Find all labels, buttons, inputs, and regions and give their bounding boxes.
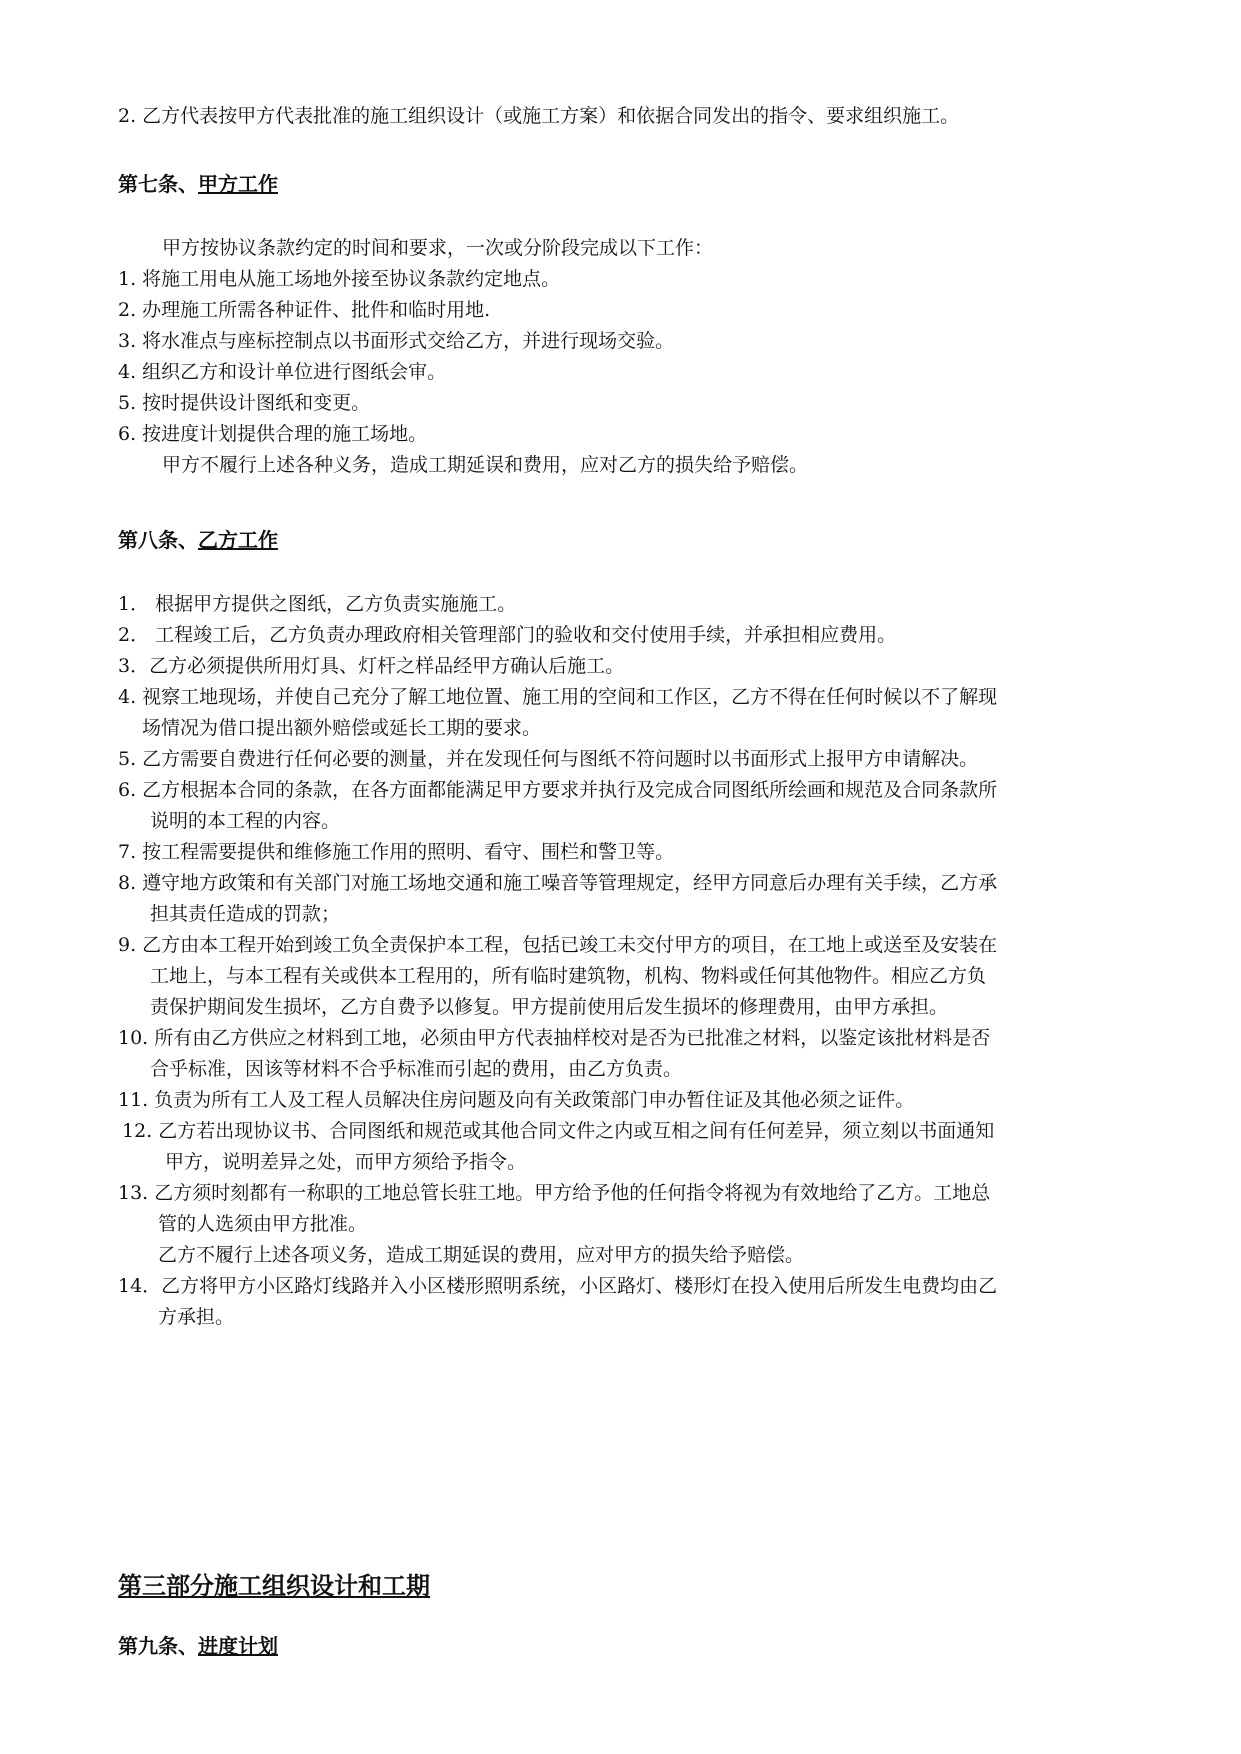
article7-item: 5. 按时提供设计图纸和变更。 xyxy=(118,392,371,414)
article8-line: 乙方不履行上述各项义务，造成工期延误的费用，应对甲方的损失给予赔偿。 xyxy=(158,1244,805,1266)
article9-title: 进度计划 xyxy=(198,1634,278,1658)
article8-line: 5. 乙方需要自费进行任何必要的测量，并在发现任何与图纸不符问题时以书面形式上报甲方申请解决。 xyxy=(118,748,979,770)
article8-line: 10. 所有由乙方供应之材料到工地，必须由甲方代表抽样校对是否为已批准之材料，以鉴定该批材料是否 xyxy=(118,1027,991,1049)
article7-title: 甲方工作 xyxy=(198,172,278,196)
article8-line: 12. 乙方若出现协议书、合同图纸和规范或其他合同文件之内或互相之间有任何差异，须立刻以书面通知 xyxy=(122,1120,995,1142)
article8-line: 场情况为借口提出额外赔偿或延长工期的要求。 xyxy=(142,717,542,739)
article8-line: 8. 遵守地方政策和有关部门对施工场地交通和施工噪音等管理规定，经甲方同意后办理有关手续，乙方承 xyxy=(118,872,998,894)
article8-line: 方承担。 xyxy=(158,1306,235,1328)
article8-line: 1． 根据甲方提供之图纸，乙方负责实施施工。 xyxy=(118,593,517,615)
article7-item: 4. 组织乙方和设计单位进行图纸会审。 xyxy=(118,361,447,383)
part3-title: 第三部分施工组织设计和工期 xyxy=(118,1571,430,1600)
article8-title: 乙方工作 xyxy=(198,528,278,552)
article8-line: 3．乙方必须提供所用灯具、灯杆之样品经甲方确认后施工。 xyxy=(118,655,625,677)
article8-line: 6. 乙方根据本合同的条款，在各方面都能满足甲方要求并执行及完成合同图纸所绘画和规范及合同条款所 xyxy=(118,779,998,801)
article8-line: 甲方，说明差异之处，而甲方须给予指令。 xyxy=(165,1151,527,1173)
article7-prefix: 第七条、 xyxy=(118,172,198,196)
article8-line: 4. 视察工地现场，并使自己充分了解工地位置、施工用的空间和工作区，乙方不得在任何时候以不了解现 xyxy=(118,686,998,708)
article7-heading xyxy=(118,168,278,197)
article8-line: 7. 按工程需要提供和维修施工作用的照明、看守、围栏和警卫等。 xyxy=(118,841,675,863)
article9-prefix: 第九条、 xyxy=(118,1634,198,1658)
article8-line: 14．乙方将甲方小区路灯线路并入小区楼形照明系统，小区路灯、楼形灯在投入使用后所发生电费均由乙 xyxy=(118,1275,998,1297)
article7-item: 6. 按进度计划提供合理的施工场地。 xyxy=(118,423,428,445)
article8-heading xyxy=(118,524,278,553)
article7-item: 2. 办理施工所需各种证件、批件和临时用地. xyxy=(118,299,491,321)
article8-line: 担其责任造成的罚款； xyxy=(150,903,341,925)
article8-line: 11. 负责为所有工人及工程人员解决住房问题及向有关政策部门申办暂住证及其他必须之证件。 xyxy=(118,1089,915,1111)
intro-item: 2. 乙方代表按甲方代表批准的施工组织设计（或施工方案）和依据合同发出的指令、要求组织施工。 xyxy=(118,105,960,127)
article8-line: 管的人选须由甲方批准。 xyxy=(158,1213,368,1235)
article8-line: 9. 乙方由本工程开始到竣工负全责保护本工程，包括已竣工未交付甲方的项目，在工地上或送至及安装在 xyxy=(118,934,998,956)
article8-line: 13. 乙方须时刻都有一称职的工地总管长驻工地。甲方给予他的任何指令将视为有效地给了乙方。工地总 xyxy=(118,1182,991,1204)
article8-line: 责保护期间发生损坏，乙方自费予以修复。甲方提前使用后发生损坏的修理费用，由甲方承担。 xyxy=(150,996,949,1018)
article8-line: 工地上，与本工程有关或供本工程用的，所有临时建筑物，机构、物料或任何其他物件。相应乙方负 xyxy=(150,965,987,987)
article8-line: 说明的本工程的内容。 xyxy=(150,810,341,832)
article7-item: 1. 将施工用电从施工场地外接至协议条款约定地点。 xyxy=(118,268,561,290)
article8-prefix: 第八条、 xyxy=(118,528,198,552)
article8-line: 合乎标准，因该等材料不合乎标准而引起的费用，由乙方负责。 xyxy=(150,1058,683,1080)
article7-intro: 甲方按协议条款约定的时间和要求，一次或分阶段完成以下工作： xyxy=(162,237,714,259)
article7-item: 3. 将水准点与座标控制点以书面形式交给乙方，并进行现场交验。 xyxy=(118,330,675,352)
article7-closing: 甲方不履行上述各种义务，造成工期延误和费用，应对乙方的损失给予赔偿。 xyxy=(162,454,809,476)
article8-line: 2． 工程竣工后，乙方负责办理政府相关管理部门的验收和交付使用手续，并承担相应费用。 xyxy=(118,624,897,646)
article9-heading xyxy=(118,1630,278,1659)
